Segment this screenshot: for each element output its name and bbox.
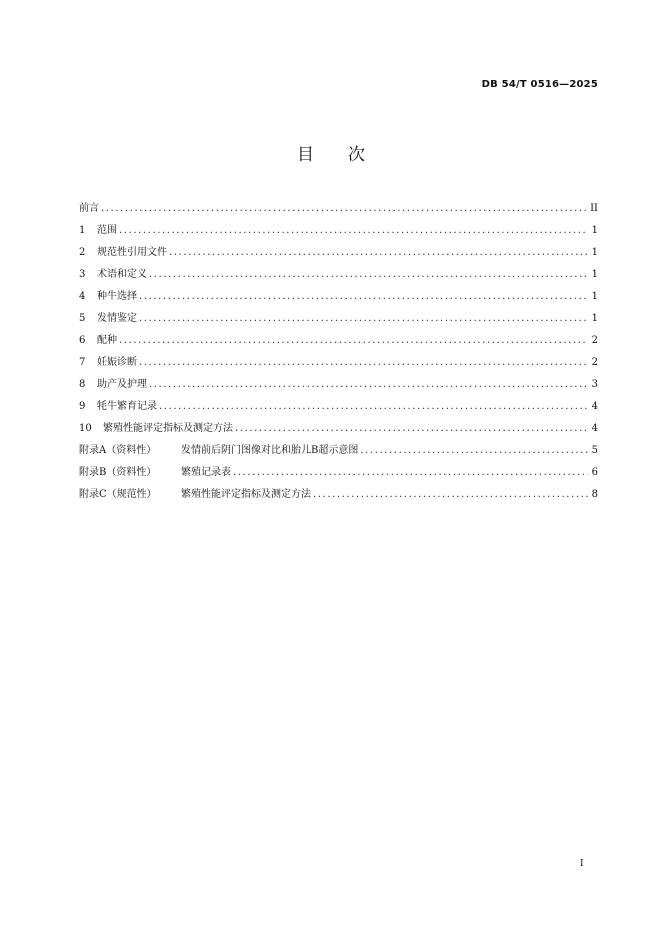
toc-label: 助产及护理: [97, 379, 147, 390]
toc-section-number: 7: [79, 357, 86, 368]
toc-leader-dots: [235, 420, 588, 438]
toc-entry-appendix-c[interactable]: [79, 486, 598, 508]
toc-leader-dots: [101, 200, 588, 218]
toc-entry-5[interactable]: [79, 310, 598, 332]
toc-section-number: 1: [79, 225, 86, 236]
toc-label: 牦牛繁育记录: [97, 401, 157, 412]
toc-entry-foreword[interactable]: [79, 200, 598, 222]
toc-leader-dots: [149, 266, 588, 284]
toc-leader-dots: [313, 486, 588, 504]
toc-label: 前言: [79, 203, 99, 214]
document-code: DB 54/T 0516—2025: [481, 79, 598, 90]
toc-section-number: 4: [79, 291, 86, 302]
toc-label: 繁殖性能评定指标及测定方法: [103, 423, 233, 434]
toc-leader-dots: [169, 244, 588, 262]
toc-page-number: 1: [591, 291, 598, 302]
toc-leader-dots: [233, 464, 588, 482]
appendix-tag: 附录A（资料性）: [79, 445, 157, 456]
toc-leader-dots: [159, 398, 588, 416]
toc-entry-9[interactable]: [79, 398, 598, 420]
toc-label: 配种: [97, 335, 117, 346]
toc-entry-7[interactable]: [79, 354, 598, 376]
toc-page-number: 6: [591, 467, 598, 478]
toc-section-number: 10: [79, 423, 92, 434]
toc-section-number: 3: [79, 269, 86, 280]
toc-page-number: 8: [591, 489, 598, 500]
toc-page-number: II: [590, 203, 598, 214]
toc-leader-dots: [139, 310, 588, 328]
appendix-tag: 附录B（资料性）: [79, 467, 157, 478]
toc-page-number: 2: [591, 335, 598, 346]
toc-leader-dots: [139, 288, 588, 306]
toc-entry-appendix-a[interactable]: [79, 442, 598, 464]
toc-entry-1[interactable]: [79, 222, 598, 244]
toc-label: 繁殖记录表: [181, 467, 231, 478]
toc-leader-dots: [119, 222, 588, 240]
toc-label: 繁殖性能评定指标及测定方法: [181, 489, 311, 500]
toc-label: 范围: [97, 225, 117, 236]
toc-page-number: 5: [591, 445, 598, 456]
toc-entry-10[interactable]: [79, 420, 598, 442]
toc-label: 妊娠诊断: [97, 357, 137, 368]
toc-section-number: 6: [79, 335, 86, 346]
toc-entry-4[interactable]: [79, 288, 598, 310]
toc-page-number: 1: [591, 269, 598, 280]
toc-entry-2[interactable]: [79, 244, 598, 266]
toc-section-number: 5: [79, 313, 86, 324]
toc-entry-8[interactable]: [79, 376, 598, 398]
toc-section-number: 9: [79, 401, 86, 412]
toc-label: 发情前后阴门图像对比和胎儿B超示意图: [181, 445, 359, 456]
toc-entry-6[interactable]: [79, 332, 598, 354]
toc-entry-3[interactable]: [79, 266, 598, 288]
footer-page-number: I: [580, 859, 584, 869]
toc-page-number: 4: [591, 423, 598, 434]
toc-leader-dots: [139, 354, 588, 372]
toc-label: 术语和定义: [97, 269, 147, 280]
toc-page-number: 1: [591, 225, 598, 236]
toc-page-number: 3: [591, 379, 598, 390]
table-of-contents: [79, 200, 598, 508]
toc-label: 发情鉴定: [97, 313, 137, 324]
appendix-tag: 附录C（规范性）: [79, 489, 157, 500]
toc-label: 种牛选择: [97, 291, 137, 302]
toc-entry-appendix-b[interactable]: [79, 464, 598, 486]
toc-page-number: 2: [591, 357, 598, 368]
toc-section-number: 8: [79, 379, 86, 390]
toc-page-number: 1: [591, 313, 598, 324]
toc-leader-dots: [360, 442, 588, 460]
toc-leader-dots: [149, 376, 588, 394]
page-title: 目次: [297, 145, 399, 165]
toc-leader-dots: [119, 332, 588, 350]
toc-page-number: 1: [591, 247, 598, 258]
toc-section-number: 2: [79, 247, 86, 258]
toc-label: 规范性引用文件: [97, 247, 167, 258]
toc-page-number: 4: [591, 401, 598, 412]
